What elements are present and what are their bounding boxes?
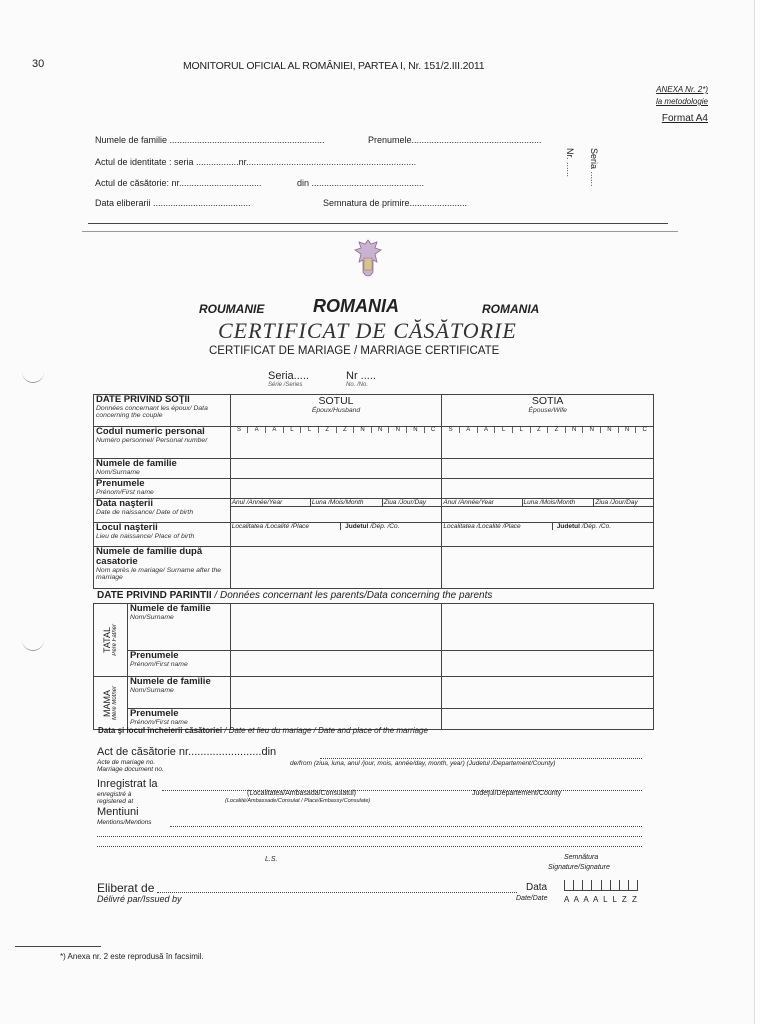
seria-label: Seria..... bbox=[268, 370, 309, 382]
locul-label-cell bbox=[94, 523, 231, 547]
title-romania-right: ROMANIA bbox=[482, 302, 540, 316]
mama-prenume-sublabel: Prénom/First name bbox=[129, 718, 188, 726]
cnp-label-cell bbox=[94, 427, 231, 459]
cnp-box: N bbox=[354, 427, 372, 433]
date-box bbox=[582, 880, 591, 891]
judetul-cell bbox=[341, 523, 441, 530]
semnatura-sublabel: Signature/Signature bbox=[548, 864, 610, 871]
data-nasterii-wife[interactable] bbox=[442, 499, 654, 523]
cnp-box: S bbox=[442, 427, 460, 433]
section-spouses-title: DATE PRIVIND SOŢII bbox=[96, 394, 190, 405]
cnp-box: N bbox=[566, 427, 584, 433]
publication-header: MONITORUL OFICIAL AL ROMÂNIEI, PARTEA I, Nr. 151/2.III.2011 bbox=[183, 60, 485, 72]
cnp-box: Z bbox=[319, 427, 337, 433]
nr-label: Nr ..... bbox=[346, 370, 376, 382]
cnp-sublabel: Numéro personnel/ Personal number bbox=[96, 437, 208, 444]
tatal-sublabel: Père Father bbox=[112, 624, 119, 656]
luna-label: Luna /Mois/Month bbox=[311, 499, 383, 506]
separator-line-2 bbox=[82, 231, 678, 232]
field-act-identitate: Actul de identitate : seria .................nr.................................................................... bbox=[95, 157, 417, 167]
prenume-label-cell bbox=[94, 479, 231, 499]
tatal-prenume-label: Prenumele bbox=[129, 649, 179, 661]
act-casatorie-label: Act de căsătorie nr........................din bbox=[97, 746, 277, 758]
tatal-label: TATAL bbox=[102, 626, 113, 653]
mama-nume-sublabel: Nom/Surname bbox=[129, 687, 174, 694]
field-semnatura-primire: Semnatura de primire....................... bbox=[323, 198, 468, 208]
data-nasterii-sublabel: Date de naissance/ Date of birth bbox=[96, 509, 194, 516]
dupa-sublabel: Nom après le mariage/ Surname after the marriage bbox=[96, 567, 222, 581]
tatal-nume-sublabel: Nom/Surname bbox=[129, 614, 174, 621]
date-box bbox=[564, 880, 573, 891]
certificate-subtitle: CERTIFICAT DE MARIAGE / MARRIAGE CERTIFICATE bbox=[209, 345, 500, 357]
localitatea-bottom-sub: (Localité/Ambassade/Consulat / Place/Embassy/Consulate) bbox=[225, 798, 371, 804]
locul-sublabel: Lieu de naissance/ Place of birth bbox=[96, 533, 195, 540]
data-sublabel: Date/Date bbox=[516, 895, 548, 902]
mentiuni-line-2[interactable] bbox=[97, 836, 642, 837]
data-input-boxes[interactable] bbox=[564, 880, 638, 891]
dupa-label: Numele de familie după casatorie bbox=[96, 546, 203, 567]
section-spouses-sub: Données concernant les époux/ Data concerning the couple bbox=[96, 405, 208, 419]
mentiuni-line-3[interactable] bbox=[97, 846, 642, 847]
mama-nume-husband-field[interactable] bbox=[230, 677, 442, 709]
sotul-label: SOTUL bbox=[318, 395, 354, 407]
cnp-wife-grid bbox=[442, 427, 653, 433]
an-label: Anul /Année/Year bbox=[442, 499, 522, 506]
an-label: Anul /Année/Year bbox=[231, 499, 311, 506]
cnp-husband-boxes[interactable] bbox=[230, 427, 442, 459]
cnp-box: L bbox=[301, 427, 319, 433]
tatal-prenume-husband-field[interactable] bbox=[230, 650, 442, 676]
cnp-wife-boxes[interactable] bbox=[442, 427, 654, 459]
sotul-sublabel: Époux/Husband bbox=[311, 407, 361, 414]
eliberat-sublabel: Délivré par/Issued by bbox=[97, 894, 182, 904]
section-spouses-header bbox=[94, 395, 231, 427]
annex-line-1: ANEXA Nr. 2*) bbox=[656, 85, 708, 94]
title-romania: ROMANIA bbox=[313, 296, 399, 316]
act-casatorie-sub-2: Marriage document no. bbox=[97, 766, 164, 773]
inregistrat-label: Inregistrat la bbox=[97, 778, 158, 790]
marriage-date-place-bold: Data şi locul încheierii căsătoriei bbox=[98, 726, 223, 735]
cnp-box: N bbox=[372, 427, 390, 433]
prenume-wife-field[interactable] bbox=[442, 479, 654, 499]
prenume-label: Prenumele bbox=[96, 478, 145, 489]
luna-label: Luna /Mois/Month bbox=[523, 499, 595, 506]
cnp-box: C bbox=[642, 427, 647, 433]
footnote-rule bbox=[15, 946, 101, 947]
field-nume-familie: Numele de familie .............................................................. bbox=[95, 135, 325, 145]
punch-hole-mark bbox=[22, 372, 44, 383]
data-code: A A A A L L Z Z bbox=[564, 895, 639, 904]
judetul-cell bbox=[553, 523, 653, 530]
date-subheader bbox=[442, 499, 653, 507]
sotia-label: SOTIA bbox=[531, 395, 564, 407]
nume-label: Numele de familie bbox=[96, 458, 177, 469]
dupa-husband-field[interactable] bbox=[230, 547, 442, 589]
annex-note bbox=[656, 84, 708, 108]
inregistrat-line[interactable] bbox=[162, 790, 642, 791]
nr-field bbox=[346, 370, 376, 388]
place-subheader bbox=[442, 523, 653, 530]
tatal-nume-label-cell bbox=[127, 604, 230, 651]
dupa-wife-field[interactable] bbox=[442, 547, 654, 589]
act-casatorie-line[interactable] bbox=[320, 758, 642, 759]
annex-line-2: la metodologie bbox=[655, 97, 708, 106]
sotul-header bbox=[230, 395, 442, 427]
cnp-box: Z bbox=[531, 427, 549, 433]
date-box bbox=[573, 880, 582, 891]
date-box bbox=[619, 880, 628, 891]
mama-nume-label-cell bbox=[127, 677, 230, 709]
mama-nume-wife-field[interactable] bbox=[442, 677, 654, 709]
spouses-table bbox=[93, 394, 654, 589]
locul-label: Locul naşterii bbox=[96, 522, 158, 533]
prenume-sublabel: Prénom/First name bbox=[96, 489, 154, 496]
data-nasterii-husband[interactable] bbox=[230, 499, 442, 523]
cnp-box: N bbox=[619, 427, 637, 433]
date-box bbox=[591, 880, 600, 891]
judetul-bottom: Judeţul/Département/County bbox=[472, 790, 562, 797]
data-nasterii-label: Data naşterii bbox=[96, 498, 154, 509]
punch-hole-mark bbox=[22, 640, 44, 651]
field-nr-vertical: Nr. ...... bbox=[565, 148, 575, 178]
cnp-box: A bbox=[460, 427, 478, 433]
tatal-nume-husband-field[interactable] bbox=[230, 604, 442, 651]
separator-line bbox=[88, 223, 668, 224]
place-subheader bbox=[231, 523, 442, 530]
certificate-title: CERTIFICAT DE CĂSĂTORIE bbox=[218, 318, 517, 343]
cnp-box: N bbox=[583, 427, 601, 433]
cnp-box: L bbox=[284, 427, 302, 433]
mama-vertical-wrap bbox=[94, 677, 127, 729]
localitatea-bottom: (Localitatea/Ambasada/Consulatul) bbox=[247, 790, 356, 797]
marriage-date-place-heading bbox=[98, 726, 428, 735]
inregistrat-sub-2: registered at bbox=[97, 798, 134, 805]
ziua-label: Ziua /Jour/Day bbox=[595, 499, 638, 506]
mentiuni-label: Mentiuni bbox=[97, 806, 139, 818]
cnp-box: S bbox=[231, 427, 249, 433]
date-box bbox=[628, 880, 638, 891]
date-box bbox=[610, 880, 619, 891]
field-din: din ............................................. bbox=[297, 178, 425, 188]
tatal-nume-wife-field[interactable] bbox=[442, 604, 654, 651]
date-box bbox=[601, 880, 610, 891]
nume-sublabel: Nom/Surname bbox=[96, 469, 140, 476]
cnp-box: A bbox=[266, 427, 284, 433]
field-data-eliberarii: Data eliberarii ....................................... bbox=[95, 198, 251, 208]
cnp-box: A bbox=[248, 427, 266, 433]
title-roumanie: ROUMANIE bbox=[199, 302, 265, 316]
mama-prenume-label: Prenumele bbox=[129, 707, 179, 719]
dupa-label-cell bbox=[94, 547, 231, 589]
sotia-sublabel: Épouse/Wife bbox=[528, 407, 567, 414]
tatal-prenume-wife-field[interactable] bbox=[442, 650, 654, 676]
mama-prenume-wife-field[interactable] bbox=[442, 708, 654, 729]
locul-wife[interactable] bbox=[442, 523, 654, 547]
data-nasterii-label-cell bbox=[94, 499, 231, 523]
prenume-husband-field[interactable] bbox=[230, 479, 442, 499]
eliberat-line[interactable] bbox=[157, 892, 517, 893]
mama-sublabel: Mère Mother bbox=[112, 685, 119, 720]
cnp-label: Codul numeric personal bbox=[96, 426, 205, 437]
cnp-box: C bbox=[430, 427, 436, 433]
judetul-sublabel: /Dép. /Co. bbox=[370, 523, 400, 530]
cnp-box: A bbox=[478, 427, 496, 433]
tatal-vertical-wrap bbox=[94, 604, 127, 676]
cnp-box: N bbox=[407, 427, 425, 433]
ls-label: L.S. bbox=[265, 856, 278, 863]
footnote: *) Anexa nr. 2 este reprodusă în facsimil. bbox=[60, 952, 204, 961]
tatal-cell bbox=[94, 604, 128, 677]
cnp-box: N bbox=[389, 427, 407, 433]
nume-label-cell bbox=[94, 459, 231, 479]
coat-of-arms-icon bbox=[353, 238, 383, 282]
nume-wife-field[interactable] bbox=[442, 459, 654, 479]
semnatura-label: Semnătura bbox=[564, 854, 599, 861]
parents-table bbox=[93, 603, 654, 730]
field-seria-vertical: Seria ...... bbox=[589, 148, 599, 187]
seria-sublabel: Série /Series bbox=[268, 382, 303, 388]
localitatea-label: Localitatea /Localité /Place bbox=[442, 523, 552, 530]
sotia-header bbox=[442, 395, 654, 427]
din-sublabel: de/from (ziua, luna, anul /jour, mois, année/day, month, year) (Judetul /Departement/County) bbox=[290, 760, 556, 767]
localitatea-label: Localitatea /Localité /Place bbox=[231, 523, 341, 530]
judetul-label: Judetul bbox=[556, 523, 580, 530]
ziua-label: Ziua /Jour/Day bbox=[383, 499, 427, 506]
parents-heading-rest: / Données concernant les parents/Data concerning the parents bbox=[211, 590, 493, 601]
field-act-casatorie: Actul de căsătorie: nr................................. bbox=[95, 178, 262, 188]
format-label: Format A4 bbox=[661, 113, 708, 124]
cnp-box: N bbox=[601, 427, 619, 433]
tatal-nume-label: Numele de familie bbox=[129, 603, 211, 614]
page-number: 30 bbox=[32, 58, 45, 70]
inregistrat-sub-1: enregistré à bbox=[97, 791, 132, 798]
date-subheader bbox=[231, 499, 442, 507]
cnp-box: Z bbox=[337, 427, 355, 433]
judetul-sublabel: /Dép. /Co. bbox=[581, 523, 612, 530]
cnp-box: Z bbox=[548, 427, 566, 433]
nr-sublabel: No. /No. bbox=[346, 382, 369, 388]
mentiuni-sublabel: Mentions/Mentions bbox=[97, 819, 152, 826]
act-casatorie-sub-1: Acte de mariage no. bbox=[97, 759, 156, 766]
data-label: Data bbox=[526, 882, 548, 893]
mama-nume-label: Numele de familie bbox=[129, 676, 211, 687]
parents-heading-bold: DATE PRIVIND PARINTII bbox=[97, 590, 212, 601]
nume-husband-field[interactable] bbox=[230, 459, 442, 479]
field-prenumele: Prenumele.................................................... bbox=[368, 135, 542, 145]
parents-heading bbox=[97, 590, 492, 601]
cnp-box: L bbox=[495, 427, 513, 433]
locul-husband[interactable] bbox=[230, 523, 442, 547]
cnp-husband-grid bbox=[231, 427, 442, 433]
eliberat-label: Eliberat de bbox=[97, 881, 155, 895]
mama-cell bbox=[94, 677, 128, 730]
seria-field bbox=[268, 370, 309, 388]
tatal-prenume-label-cell bbox=[127, 650, 230, 676]
cnp-box: L bbox=[513, 427, 531, 433]
judetul-label: Judetul bbox=[345, 523, 369, 530]
tatal-prenume-sublabel: Prénom/First name bbox=[129, 660, 188, 668]
marriage-date-place-rest: / Date et lieu du mariage / Date and place of the marriage bbox=[222, 726, 428, 735]
mama-label: MAMA bbox=[102, 689, 113, 717]
mentiuni-line-1[interactable] bbox=[170, 826, 642, 827]
